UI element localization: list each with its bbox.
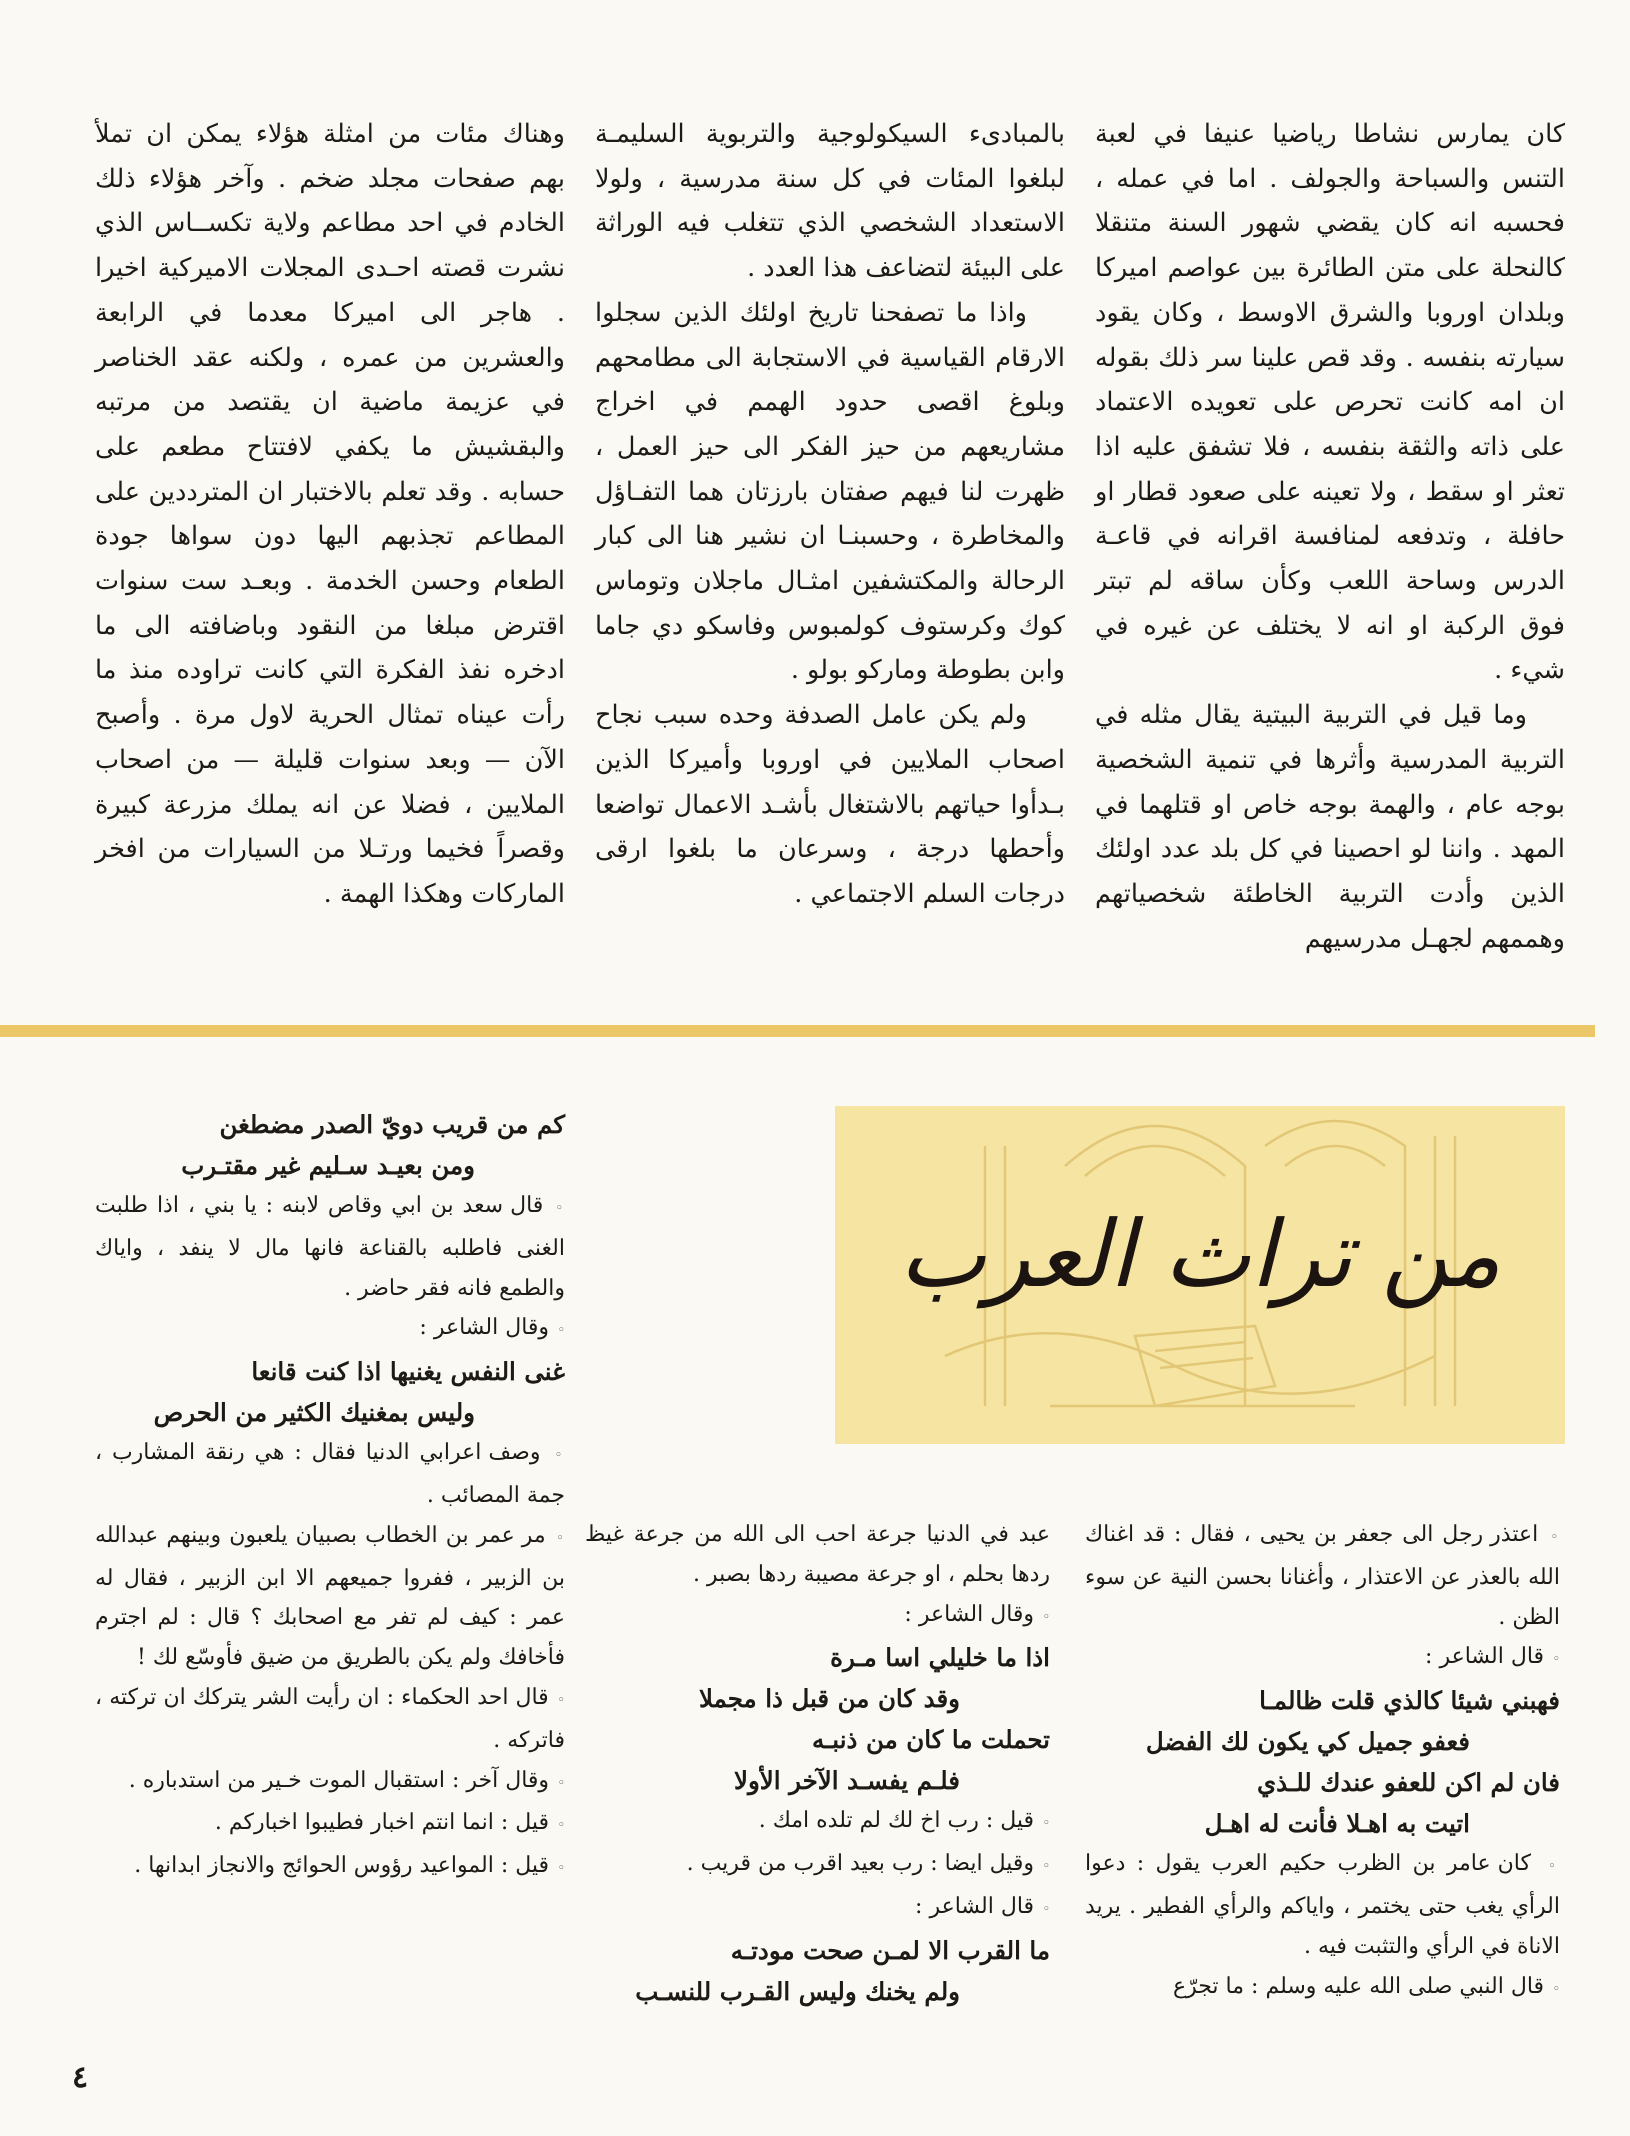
section-header-panel — [835, 1106, 1565, 1444]
quote-item: ◦ قال الشاعر : — [1085, 1637, 1560, 1680]
article-column-left — [95, 112, 565, 917]
section-divider — [0, 1025, 1595, 1037]
quote-item: ◦ قيل : رب اخ لك لم تلده امك . — [585, 1801, 1050, 1844]
verse-line: ما القرب الا لمـن صحت مودتـه — [730, 1935, 1050, 1965]
verse-line: فهبني شيئا كالذي قلت ظالمـا — [1259, 1686, 1560, 1716]
quote-item: ◦ قال النبي صلى الله عليه وسلم : ما تجرّع — [1085, 1967, 1560, 2010]
quote-item: عبد في الدنيا جرعة احب الى الله من جرعة غيظ ردها بحلم ، او جرعة مصيبة ردها بصبر . — [585, 1522, 1050, 1587]
quote-item: ◦ قال الشاعر : — [585, 1887, 1050, 1930]
quotes-column-left — [95, 1104, 565, 1889]
quote-item: ◦ وصف اعرابي الدنيا فقال : هي رنقة المشارب ، جمة المصائب . — [95, 1433, 565, 1516]
quote-item: ◦ وقال الشاعر : — [585, 1595, 1050, 1638]
verse-line: وليس بمغنيك الكثير من الحرص — [153, 1398, 475, 1428]
quote-item: ◦ قيل : المواعيد رؤوس الحوائج والانجاز ابدانها . — [95, 1846, 565, 1889]
verse-line: اذا ما خليلي اسا مـرة — [830, 1643, 1050, 1673]
quote-item: ◦ مر عمر بن الخطاب بصبيان يلعبون وبينهم عبدالله بن الزبير ، ففروا جميعهم الا ابن الزبير ، فقال له عمر : كيف لم تفر مع اصحابك ؟ قال : لم اجترم فأخافك ولم يكن بالطريق من ضيق فأوسّع لك ! — [95, 1516, 565, 1678]
quote-item: ◦ قال سعد بن ابي وقاص لابنه : يا بني ، اذا طلبت الغنى فاطلبه بالقناعة فانها مال لا ينفد ، واياك والطمع فانه فقر حاضر . — [95, 1186, 565, 1308]
verse-line: غنى النفس يغنيها اذا كنت قانعا — [251, 1357, 565, 1387]
article-paragraph: ولم يكن عامل الصدفة وحده سبب نجاح اصحاب الملايين في اوروبا وأميركا الذين بـدأوا حياتهم بالاشتغال بأشـد الاعمال تواضعا وأحطها درجة ، وسرعان ما بلغوا ارقى درجات السلم الاجتماعي . — [595, 700, 1065, 909]
quotes-column-right — [1085, 1515, 1560, 2009]
verse-line: فلـم يفسـد الآخر الأولا — [733, 1766, 960, 1796]
verse-line: كم من قريب دويّ الصدر مضطغن — [219, 1110, 565, 1139]
quote-item: ◦ كان عامر بن الظرب حكيم العرب يقول : دعوا الرأي يغب حتى يختمر ، واياكم والرأي الفطير . يريد الاناة في الرأي والتثبت فيه . — [1085, 1844, 1560, 1966]
quote-item: ◦ وقال آخر : استقبال الموت خـير من استدباره . — [95, 1761, 565, 1804]
quote-item: ◦ اعتذر رجل الى جعفر بن يحيى ، فقال : قد اغناك الله بالعذر عن الاعتذار ، وأغنانا بحسن النية عن سوء الظن . — [1085, 1515, 1560, 1637]
quote-item: ◦ قال احد الحكماء : ان رأيت الشر يتركك ان تركته ، فاتركه . — [95, 1678, 565, 1761]
quote-item: ◦ وقال الشاعر : — [95, 1308, 565, 1351]
verse-line: فان لم اكن للعفو عندك للـذي — [1256, 1768, 1560, 1798]
verse-line: فعفو جميل كي يكون لك الفضل — [1145, 1727, 1470, 1757]
verse-line: تحملت ما كان من ذنبـه — [811, 1725, 1050, 1755]
article-column-middle — [595, 112, 1065, 917]
article-paragraph: وهناك مئات من امثلة هؤلاء يمكن ان تملأ بهم صفحات مجلد ضخم . وآخر هؤلاء ذلك الخادم في احد مطاعم ولاية تكســاس الذي نشرت قصته احـدى المجلات الاميركية اخيرا . هاجر الى اميركا معدما في الرابعة والعشرين من عمره ، ولكنه عقد الخناصر في عزيمة ماضية ان يقتصد من مرتبه والبقشيش ما يكفي لافتتاح مطعم على حسابه . وقد تعلم بالاختبار ان المترددين على المطاعم تجذبهم اليها دون سواها جودة الطعام وحسن الخدمة . وبعـد ست سنوات اقترض مبلغا من النقود وباضافته الى ما ادخره نفذ الفكرة التي كانت تراوده منذ ما رأت عيناه تمثال الحرية لاول مرة . وأصبح الآن — وبعد سنوات قليلة — من اصحاب الملايين ، فضلا عن انه يملك مزرعة كبيرة وقصراً فخيما ورتـلا من السيارات من افخر الماركات وهكذا الهمة . — [95, 119, 565, 909]
article-paragraph: واذا ما تصفحنا تاريخ اولئك الذين سجلوا الارقام القياسية في الاستجابة الى مطامحهم وبلوغ اقصى حدود الهمم في اخراج مشاريعهم من حيز الفكر الى حيز العمل ، ظهرت لنا فيهم صفتان بارزتان هما التفـاؤل والمخاطرة ، وحسبنـا ان نشير هنا الى كبار الرحالة والمكتشفين امثـال ماجلان وتوماس كوك وكرستوف كولمبوس وفاسكو دي جاما وابن بطوطة وماركو بولو . — [595, 297, 1065, 686]
verse-line: وقد كان من قبل ذا مجملا — [698, 1684, 960, 1714]
verse-line: ولم يخنك وليس القـرب للنسـب — [635, 1976, 960, 2006]
article-paragraph: وما قيل في التربية البيتية يقال مثله في التربية المدرسية وأثرها في تنمية الشخصية بوجه عام ، والهمة بوجه خاص او قتلهما في المهد . واننا لو احصينا في كل بلد عدد اولئك الذين وأدت التربية الخاطئة شخصياتهم وهممهم لجهـل مدرسيهم — [1095, 700, 1565, 954]
verse-line: اتيت به اهـلا فأنت له اهـل — [1204, 1809, 1470, 1839]
verse-line: ومن بعيـد سـليم غير مقتـرب — [181, 1151, 475, 1180]
quotes-column-middle — [585, 1515, 1050, 2012]
article-column-right — [1095, 112, 1565, 961]
page-number: ٤ — [72, 2060, 89, 2095]
quote-item: ◦ قيل : انما انتم اخبار فطيبوا اخباركم . — [95, 1803, 565, 1846]
article-paragraph: بالمبادىء السيكولوجية والتربوية السليمـة لبلغوا المئات في كل سنة مدرسية ، ولولا الاستعداد الشخصي الذي تتغلب فيه الوراثة على البيئة لتضاعف هذا العدد . — [595, 119, 1065, 284]
article-paragraph: كان يمارس نشاطا رياضيا عنيفا في لعبة التنس والسباحة والجولف . اما في عمله ، فحسبه انه كان يقضي شهور السنة متنقلا كالنحلة على متن الطائرة بين عواصم اميركا وبلدان اوروبا والشرق الاوسط ، وكان يقود سيارته بنفسه . وقد قص علينا سر ذلك بقوله ان امه كانت تحرص على تعويده الاعتماد على ذاته والثقة بنفسه ، فلا تشفق عليه اذا تعثر او سقط ، ولا تعينه على صعود قطار او حافلة ، وتدفعه لمنافسة اقرانه في قاعـة الدرس وساحة اللعب وكأن ساقه لم تبتر فوق الركبة او انه لا يختلف عن غيره في شيء . — [1095, 119, 1565, 686]
section-title: من تراث العرب — [899, 1201, 1501, 1308]
quote-item: ◦ وقيل ايضا : رب بعيد اقرب من قريب . — [585, 1844, 1050, 1887]
